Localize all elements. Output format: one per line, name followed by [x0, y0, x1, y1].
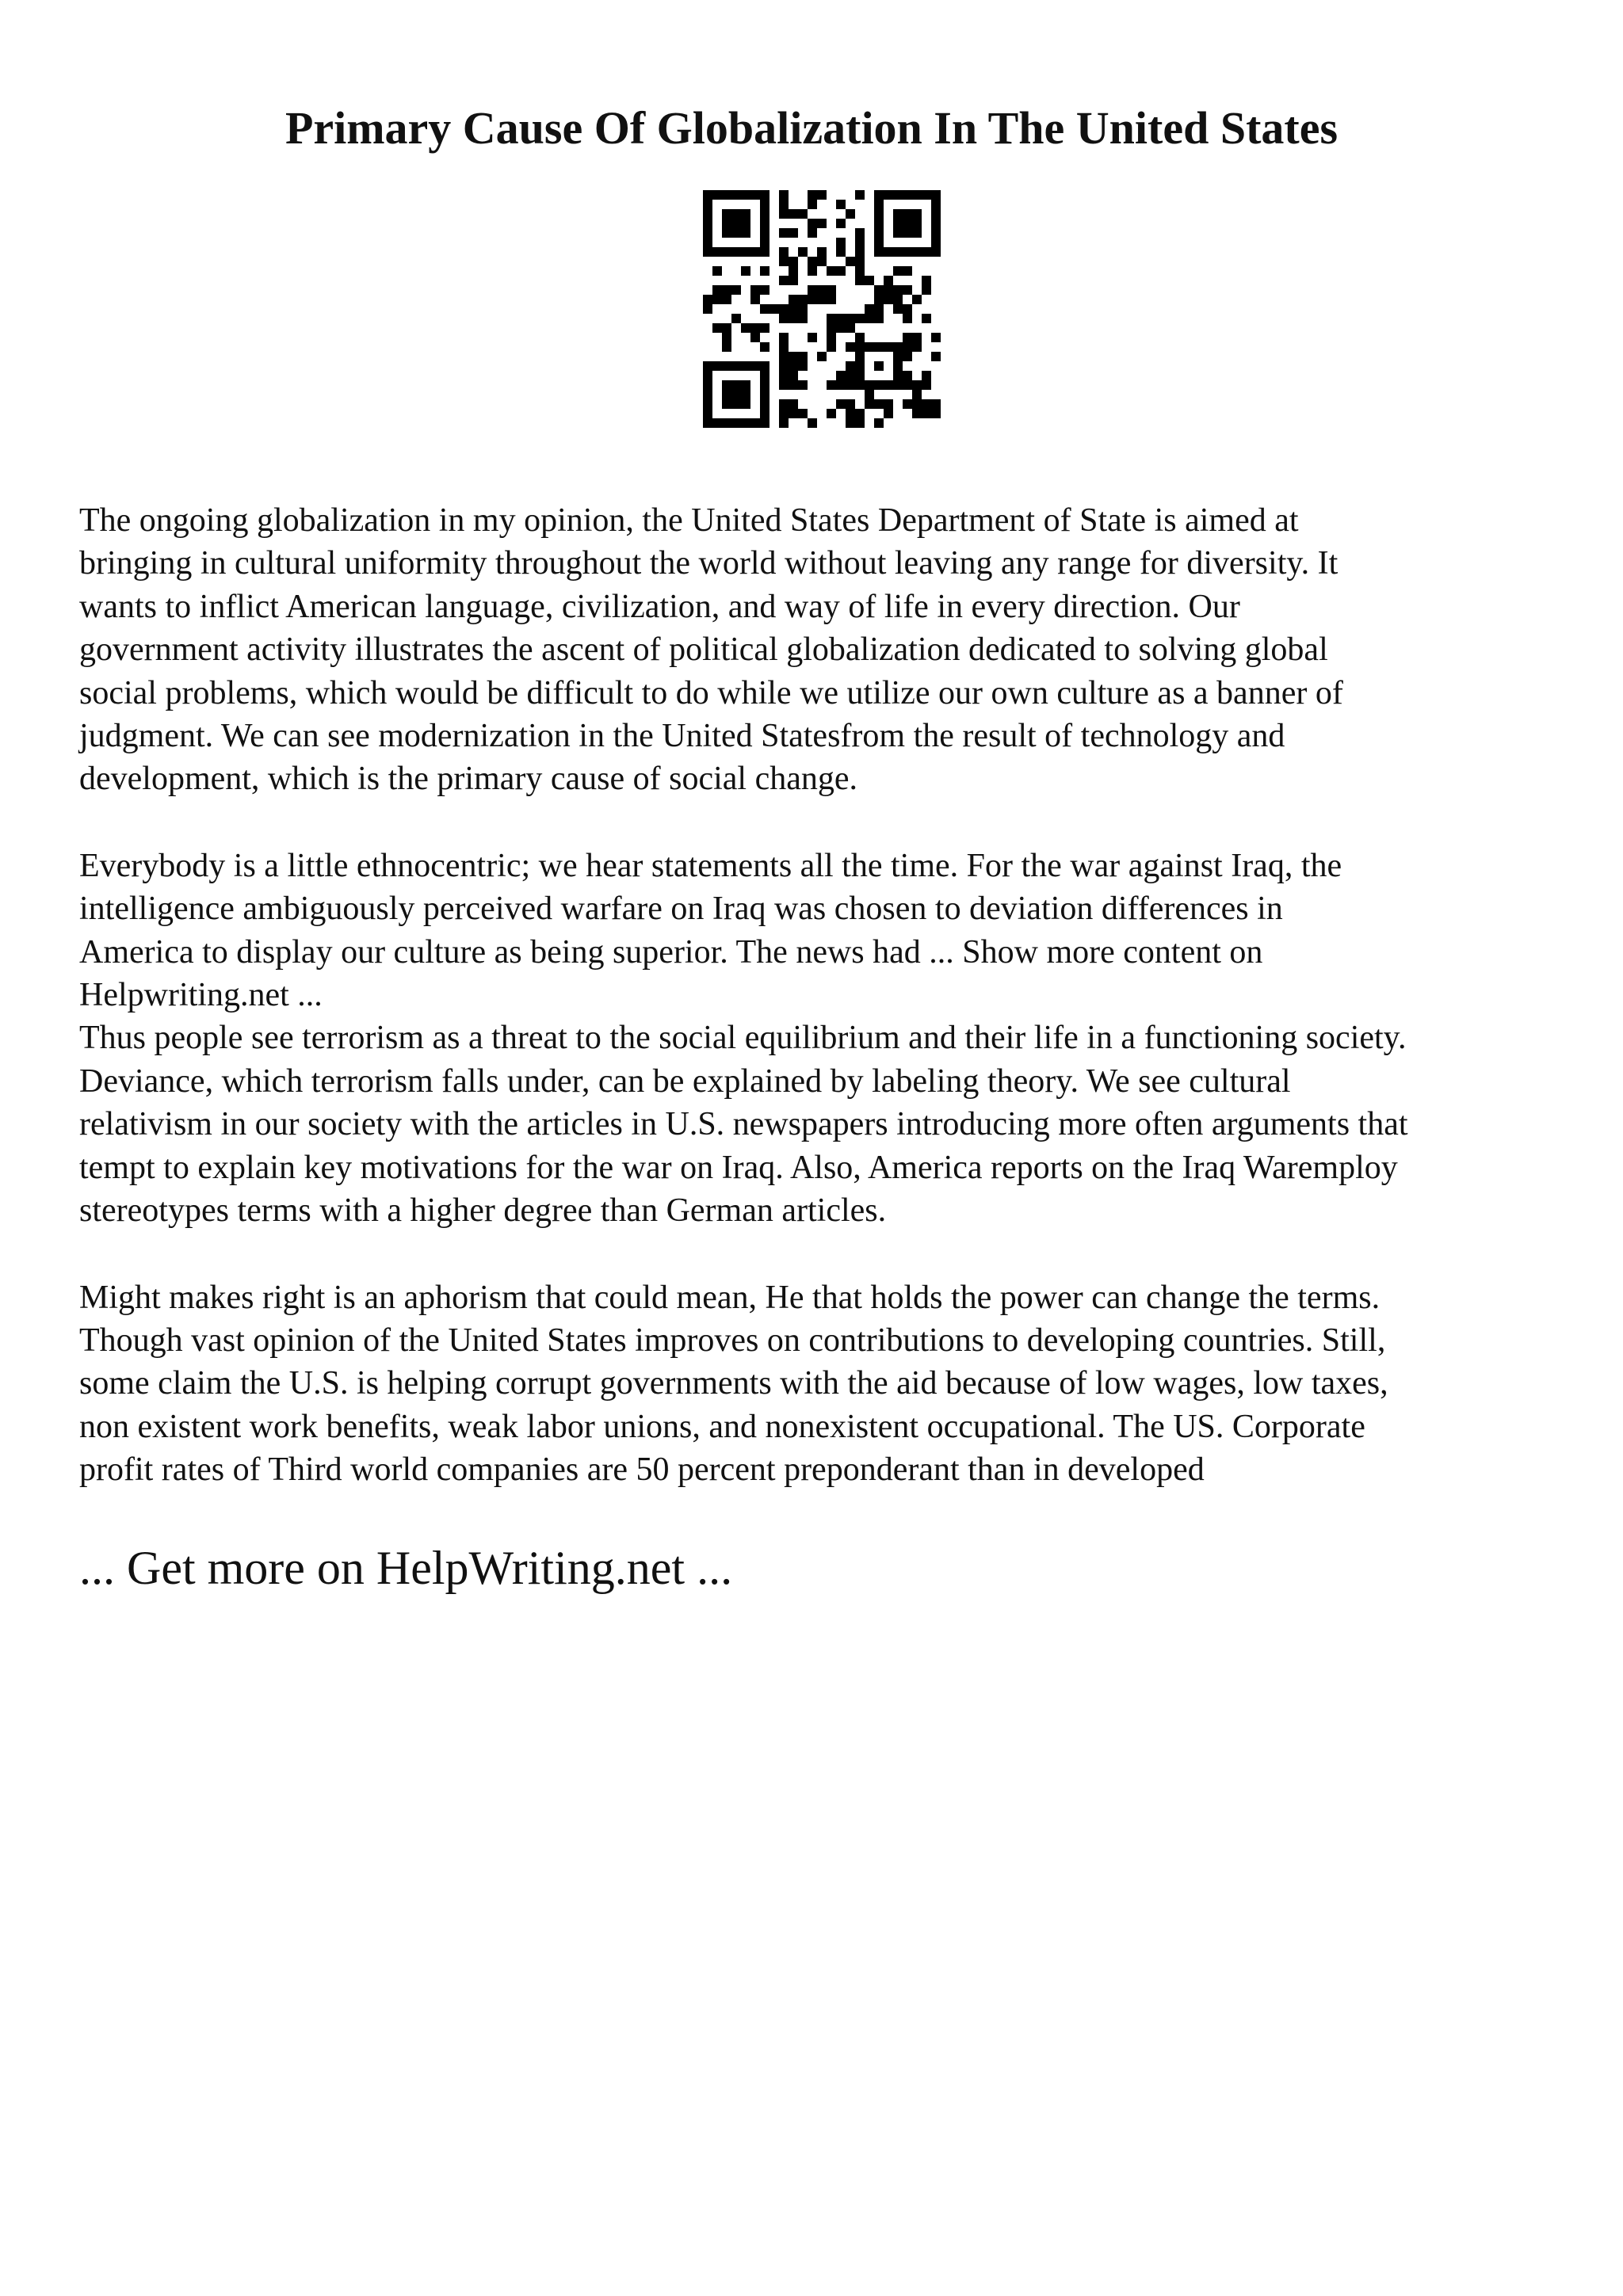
qr-code-icon: [703, 190, 941, 428]
paragraph-3: Might makes right is an aphorism that could mean, He that holds the power can change the terms. Though vast opinion of the United States improves on contributions to developing countries. Still, some claim the U.S. is helping corrupt governments with the aid because of low wages, low taxes, non existent work benefits, weak labor unions, and nonexistent occupational. The US. Corporate profit rates of Third world companies are 50 percent preponderant than in developed: [79, 1279, 1388, 1489]
get-more-link[interactable]: ... Get more on HelpWriting.net ...: [79, 1542, 733, 1594]
article-body: [79, 499, 1569, 1492]
page-title: Primary Cause Of Globalization In The United States: [285, 102, 1338, 154]
paragraph-1: The ongoing globalization in my opinion, the United States Department of State is aimed at bringing in cultural uniformity throughout the world without leaving any range for diversity. It wants to inflict American language, civilization, and way of life in every direction. Our government activity illustrates the ascent of political globalization dedicated to solving global social problems, which would be difficult to do while we utilize our own culture as a banner of judgment. We can see modernization in the United Statesfrom the result of technology and development, which is the primary cause of social change.: [79, 502, 1343, 798]
paragraph-2: Everybody is a little ethnocentric; we hear statements all the time. For the war against Iraq, the intelligence ambiguously perceived warfare on Iraq was chosen to deviation differences in America to display our culture as being superior. The news had ... Show more content on Helpwriting.net ... Thus people see terrorism as a threat to the social equilibrium and their life in a functioning society. Deviance, which terrorism falls under, can be explained by labeling theory. We see cultural relativism in our society with the articles in U.S. newspapers introducing more often arguments that tempt to explain key motivations for the war on Iraq. Also, America reports on the Iraq Waremploy stereotypes terms with a higher degree than German articles.: [79, 847, 1408, 1230]
